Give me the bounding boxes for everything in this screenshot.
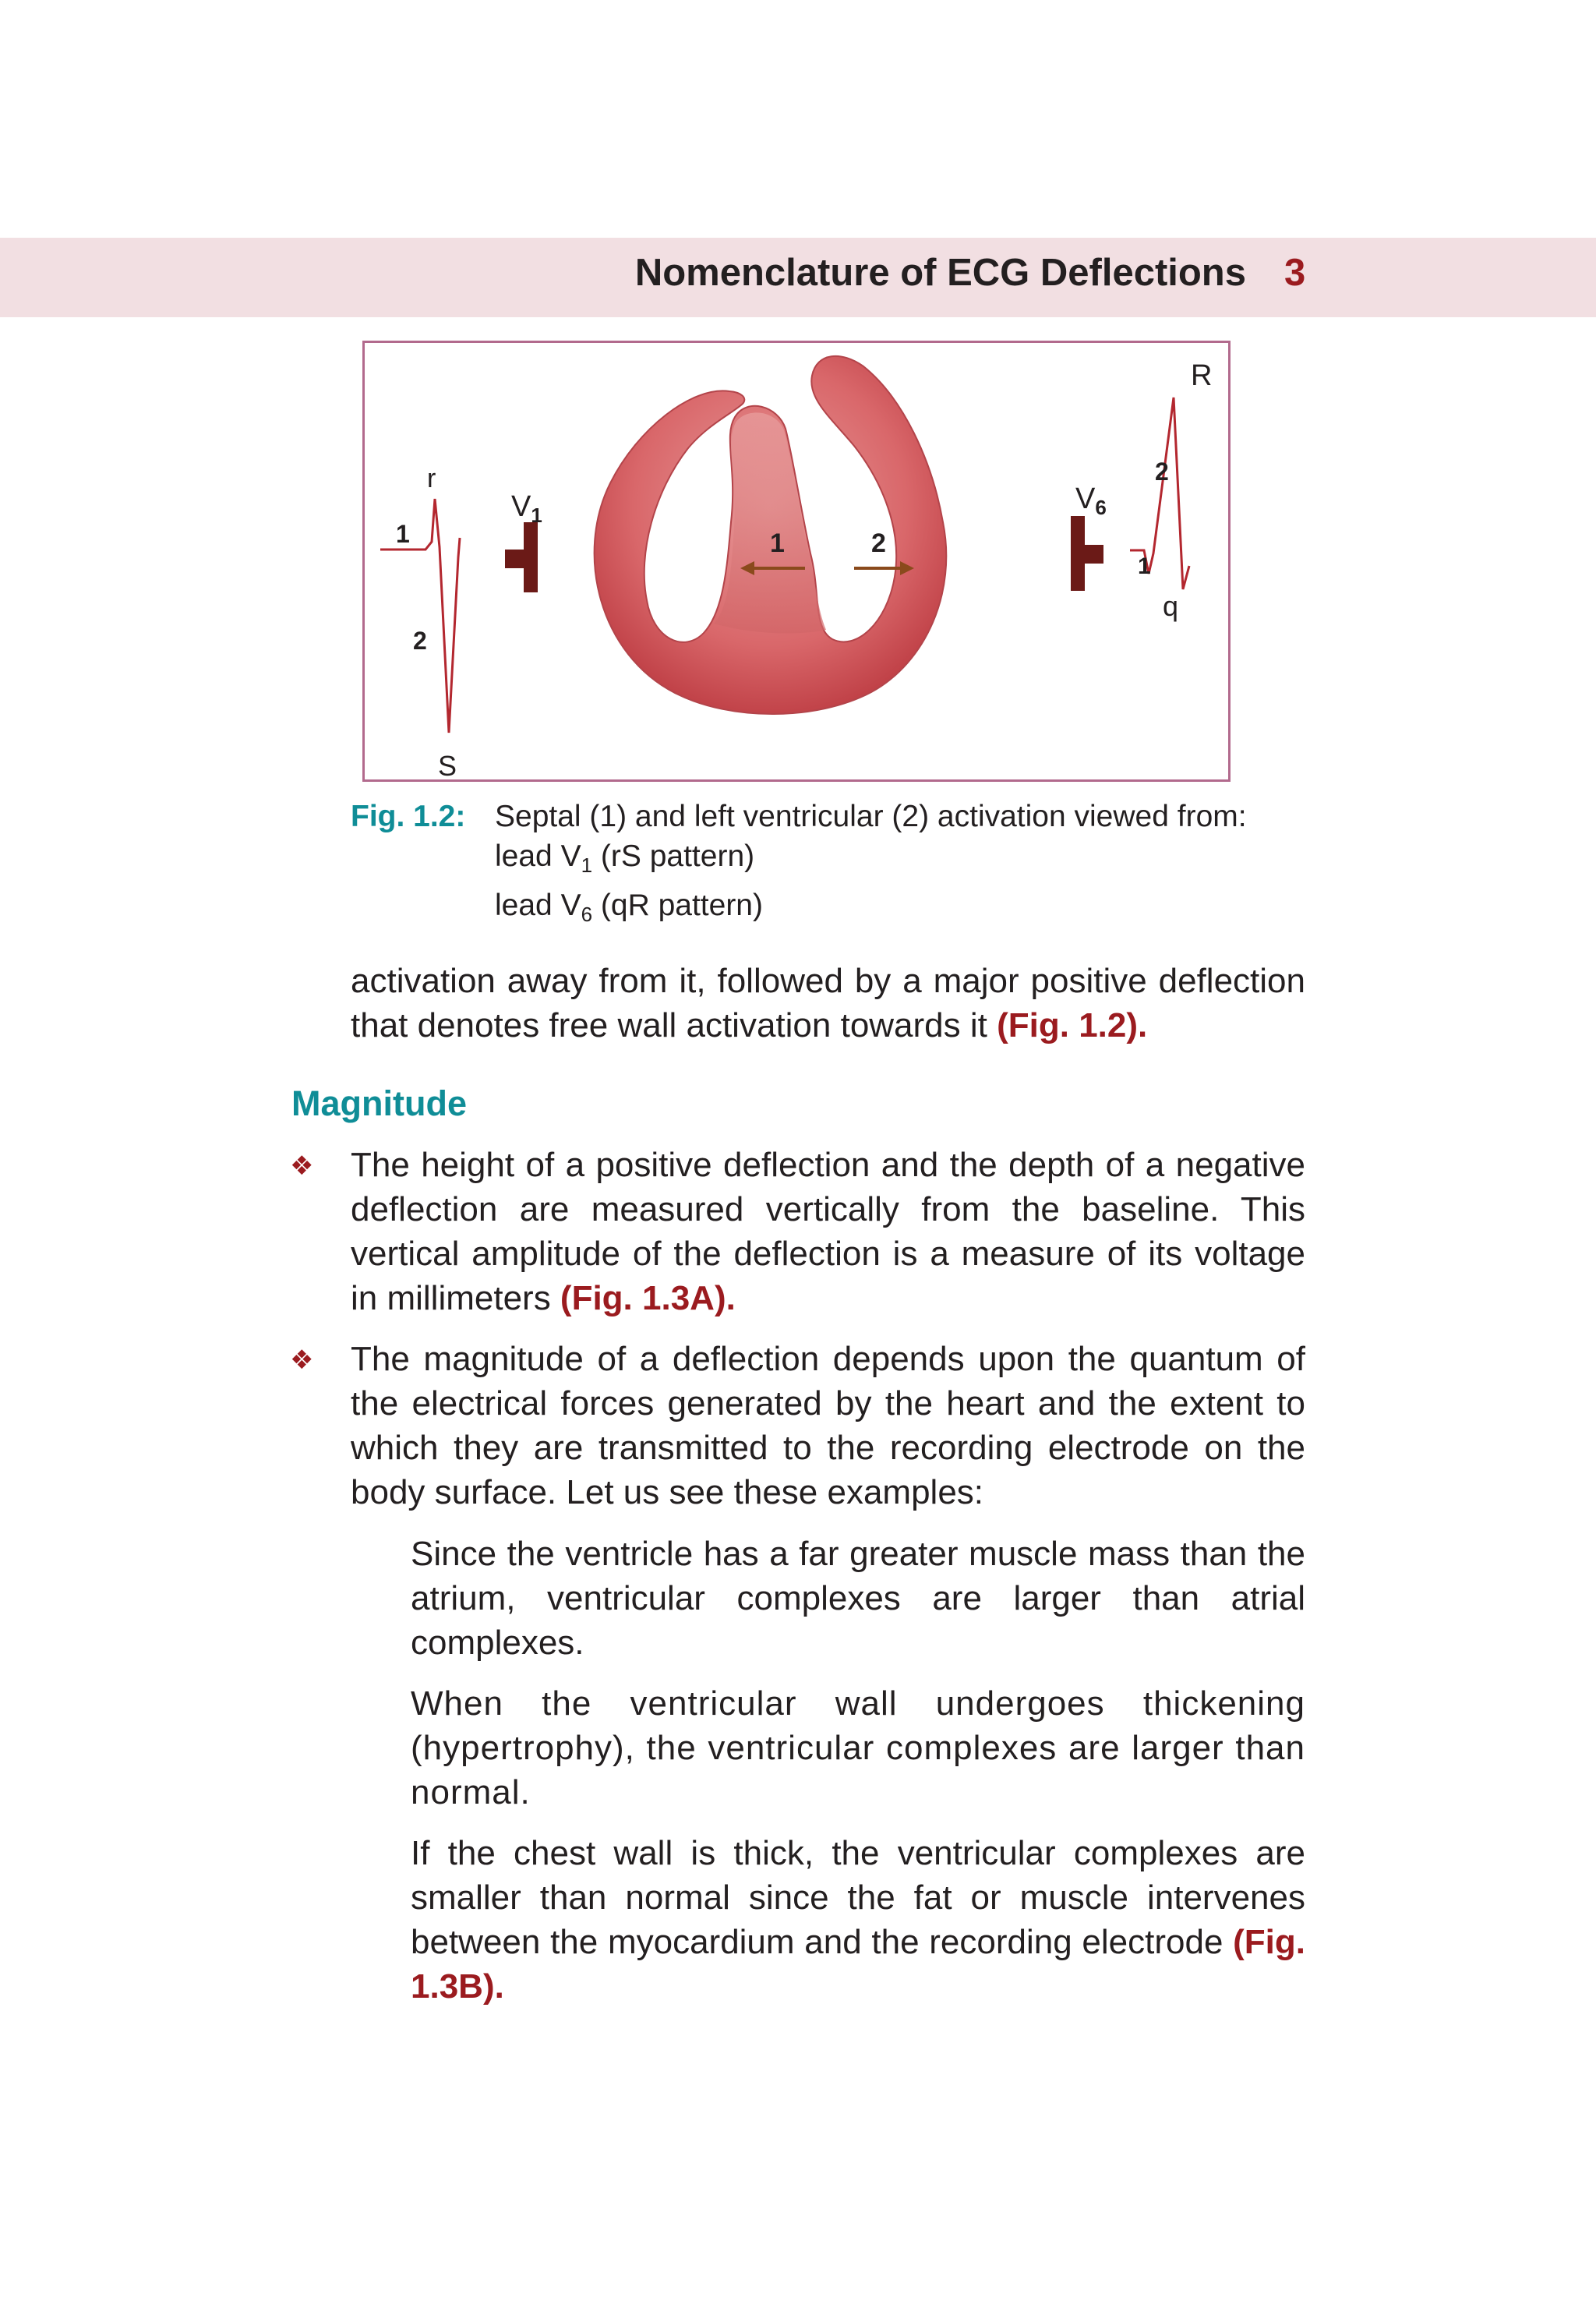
v1-rs-waveform xyxy=(380,499,460,733)
bullet-paragraph xyxy=(351,1143,1305,1320)
figure-caption-label: Fig. 1.2: xyxy=(351,800,466,833)
caption-line-3 xyxy=(495,885,1247,935)
running-header-title: Nomenclature of ECG Deflections xyxy=(634,252,1246,294)
caption-line-2-pattern: (rS pattern) xyxy=(592,839,755,873)
arrow-1-label: 1 xyxy=(770,528,785,558)
example-text: Since the ventricle has a far greater muscle mass than the atrium, ventricular complexes are larger than atrial complexes. xyxy=(411,1535,1305,1662)
v1-label xyxy=(511,490,542,527)
section-heading-magnitude: Magnitude xyxy=(291,1083,467,1123)
example-paragraph xyxy=(411,1532,1305,1665)
caption-line-2 xyxy=(495,836,1247,885)
example-text: If the chest wall is thick, the ventricular complexes are smaller than normal since the fat or muscle intervenes between the myocardium and the recording electrode xyxy=(411,1834,1305,1961)
example-paragraph xyxy=(411,1831,1305,2009)
example-text: When the ventricular wall undergoes thickening (hypertrophy), the ventricular complexes are larger than normal. xyxy=(411,1684,1305,1811)
small-r-label: r xyxy=(427,464,436,493)
big-r-label: R xyxy=(1191,359,1213,392)
caption-line-3-subscript: 6 xyxy=(581,903,593,926)
heart-activation-diagram xyxy=(365,343,1228,779)
v6-label-subscript: 6 xyxy=(1095,496,1107,519)
figure-reference: (Fig. 1.3A). xyxy=(560,1279,736,1317)
v1-label-letter: V xyxy=(511,490,531,523)
bullet-text: The magnitude of a deflection depends upon the quantum of the electrical forces generated by the heart and the extent to which they are transmitted to the recording electrode on the body surface. Let us see these examples: xyxy=(351,1340,1305,1511)
caption-line-1: Septal (1) and left ventricular (2) activation viewed from: xyxy=(495,800,1247,833)
caption-line-3-text: lead V xyxy=(495,889,581,922)
intro-paragraph-text: activation away from it, followed by a major positive deflection that denotes free wall activation towards it xyxy=(351,962,1305,1044)
v1-step-1-label: 1 xyxy=(396,520,410,548)
bullet-diamond-icon: ❖ xyxy=(290,1345,314,1375)
v6-step-1-label: 1 xyxy=(1138,553,1151,579)
caption-line-2-text: lead V xyxy=(495,839,581,873)
v6-label-letter: V xyxy=(1075,482,1096,515)
figure-reference: (Fig. 1.3B). xyxy=(411,1923,1305,2006)
bullet-paragraph xyxy=(351,1337,1305,1514)
arrow-2-label: 2 xyxy=(871,528,886,558)
v1-step-2-label: 2 xyxy=(413,627,427,655)
v6-label xyxy=(1075,482,1107,519)
s-wave-label: S xyxy=(438,750,457,779)
caption-line-2-subscript: 1 xyxy=(581,854,593,877)
v1-electrode xyxy=(505,522,538,592)
bullet-diamond-icon: ❖ xyxy=(290,1151,314,1181)
v6-electrode xyxy=(1071,516,1103,591)
page-number: 3 xyxy=(1284,252,1306,294)
bullet-text: The height of a positive deflection and the depth of a negative deflection are measured vertically from the baseline. This vertical amplitude of the deflection is a measure of its voltage in millimeters xyxy=(351,1146,1305,1317)
intro-paragraph xyxy=(351,959,1305,1048)
q-wave-label: q xyxy=(1163,590,1179,622)
figure-caption-text xyxy=(495,797,1247,935)
figure-1-2 xyxy=(362,341,1231,782)
caption-line-3-pattern: (qR pattern) xyxy=(592,889,763,922)
v1-label-subscript: 1 xyxy=(531,504,542,527)
example-paragraph xyxy=(411,1681,1305,1815)
figure-reference: (Fig. 1.2). xyxy=(997,1006,1148,1044)
v6-step-2-label: 2 xyxy=(1155,458,1169,486)
